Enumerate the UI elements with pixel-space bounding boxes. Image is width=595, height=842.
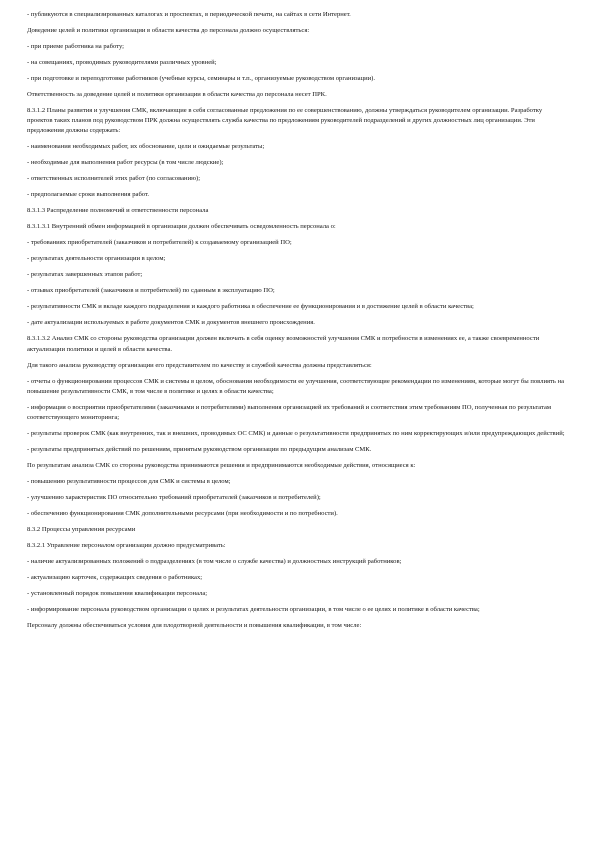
list-item: - установленный порядок повышения квалификации персонала; bbox=[27, 590, 208, 598]
list-item: - информирование персонала руководством организации о целях и результатах деятельности организации, в том числе о ее целях и политике в области качества; bbox=[27, 606, 480, 614]
list-item: - требованиях приобретателей (заказчиков и потребителей) к создаваемому организацией ПО; bbox=[27, 239, 292, 247]
list-item: - ответственных исполнителей этих работ (по согласованию); bbox=[27, 175, 201, 183]
list-item: - отчеты о функционировании процессов СМК и системы в целом, обоснования необходимости ее улучшения, соответствующие рекомендации по изменениям, которые могут бы повлиять на повышение результативности СМК, в том числе в политике и целях в области качества; bbox=[27, 377, 565, 395]
paragraph: Ответственность за доведение целей и политики организации в области качества до персонала несет ПРК. bbox=[27, 91, 327, 98]
list-item: - результативности СМК и вкладе каждого подразделения и каждого работника в обеспечение ее функционирования и в достижение целей в области качества; bbox=[27, 303, 474, 311]
list-item: - отзывах приобретателей (заказчиков и потребителей) по сданным в эксплуатацию ПО; bbox=[27, 287, 275, 295]
paragraph: 8.3.1.3.1 Внутренний обмен информацией в организации должен обеспечивать осведомленность персонала о: bbox=[27, 223, 336, 231]
list-item: - результатах деятельности организации в целом; bbox=[27, 255, 166, 263]
list-item: - результаты проверок СМК (как внутренних, так и внешних, проводимых ОС СМК) и данные о результативности предпринятых по ним корректирующих и/или предупреждающих действий; bbox=[27, 430, 565, 438]
list-item: - при подготовке и переподготовке работников (учебные курсы, семинары и т.п., организуемые руководством организации). bbox=[27, 75, 375, 82]
paragraph: 8.3.2.1 Управление персоналом организации должно предусматривать: bbox=[27, 542, 226, 550]
paragraph: По результатам анализа СМК со стороны руководства принимаются решения и предпринимаются необходимые действия, относящиеся к: bbox=[27, 462, 416, 470]
list-item: - результаты предпринятых действий по решениям, принятым руководством организации по предыдущим анализам СМК. bbox=[27, 446, 372, 454]
paragraph: Для такого анализа руководству организации его представителем по качеству и службой качества должны представляться: bbox=[27, 361, 372, 369]
list-item: - дате актуализации используемых в работе документов СМК и документов внешнего происхождения. bbox=[27, 319, 315, 327]
paragraph: 8.3.1.2 Планы развития и улучшения СМК, включающие в себя согласованные предложения по ее совершенствованию, должны утверждаться руководителем организации. Разработку проектов таких планов под руководством ПРК должна осуществлять служба качества по предложениям руководителей подразделений и других должностных лиц организации. Эти предложения должны содержать: bbox=[27, 107, 543, 135]
paragraph: - публикуются в специализированных каталогах и проспектах, в периодической печати, на сайтах в сети Интернет. bbox=[27, 11, 351, 18]
section-heading: 8.3.2 Процессы управления ресурсами bbox=[27, 526, 136, 534]
list-item: - улучшению характеристик ПО относительно требований приобретателей (заказчиков и потребителей); bbox=[27, 494, 321, 502]
list-item: - обеспечению функционирования СМК дополнительными ресурсами (при необходимости и по потребности). bbox=[27, 510, 338, 518]
paragraph: Персоналу должны обеспечиваться условия для плодотворной деятельности и повышения квалификации, в том числе: bbox=[27, 622, 362, 630]
document-body bbox=[27, 10, 568, 637]
section-heading: 8.3.1.3 Распределение полномочий и ответственности персонала bbox=[27, 207, 209, 215]
paragraph: Доведение целей и политики организации в области качества до персонала должно осуществляться: bbox=[27, 27, 310, 34]
list-item: - наличие актуализированных положений о подразделениях (в том числе о службе качества) и должностных инструкций работников; bbox=[27, 558, 402, 566]
list-item: - повышению результативности процессов для СМК и системы в целом; bbox=[27, 478, 231, 486]
list-item: - на совещаниях, проводимых руководителями различных уровней; bbox=[27, 59, 217, 66]
list-item: - актуализацию карточек, содержащих сведения о работниках; bbox=[27, 574, 203, 582]
list-item: - информация о восприятии приобретателями (заказчиками и потребителями) выполнения организацией их требований и соответствия этим требованиям ПО, полученная по результатам соответствующего мониторинга; bbox=[27, 403, 552, 422]
paragraph: 8.3.1.3.2 Анализ СМК со стороны руководства организации должен включать в себя оценку возможностей улучшения СМК и потребности в изменениях ее, а также своевременности актуализации политики и целей в области качества. bbox=[27, 335, 540, 353]
list-item: - результатах завершенных этапов работ; bbox=[27, 271, 143, 279]
list-item: - наименования необходимых работ, их обоснование, цели и ожидаемые результаты; bbox=[27, 143, 265, 151]
list-item: - необходимые для выполнения работ ресурсы (в том числе людские); bbox=[27, 159, 224, 167]
list-item: - при приеме работника на работу; bbox=[27, 43, 125, 50]
list-item: - предполагаемые сроки выполнения работ. bbox=[27, 191, 150, 199]
